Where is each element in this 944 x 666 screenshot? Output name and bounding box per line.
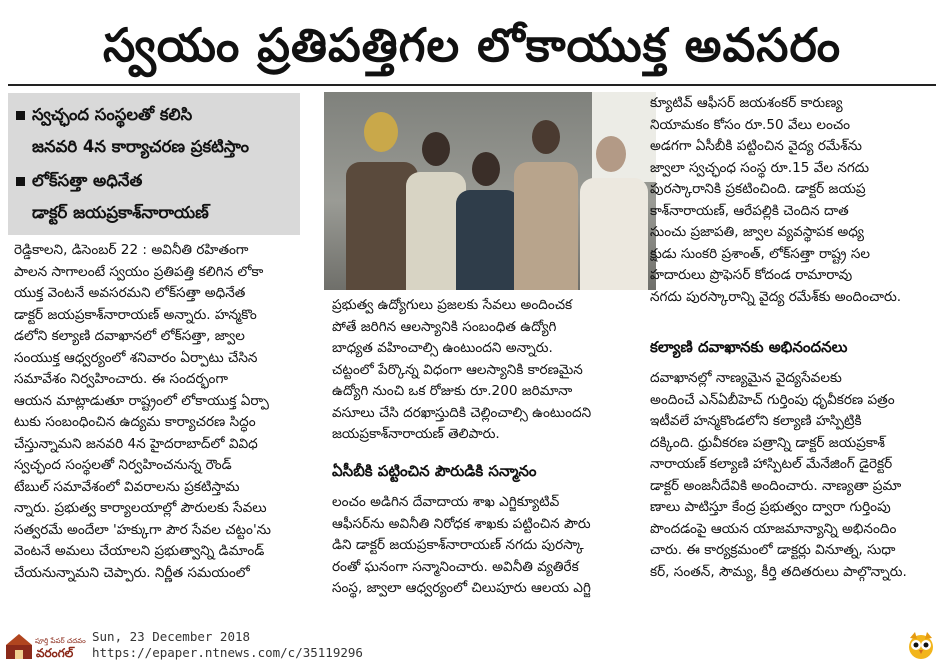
text-line: ణాలు పాటిస్తూ కేంద్ర ప్రభుత్వం ద్వారా గుర్తింపు [650,499,891,515]
article-column-3 [650,93,938,308]
text-line: స్వచ్ఛంద సంస్థలతో నిర్వహించనున్న రౌండ్ [14,457,232,473]
text-line: డాక్టర్ అంజనీదేవికి అందించారు. నాణ్యతా ప్రమా [650,477,902,494]
headline: స్వయం ప్రతిపత్తిగల లోకాయుక్త అవసరం [102,18,842,72]
text-line: ఉద్యోగి నుంచి ఒక రోజుకు రూ.200 జరిమానా [332,383,573,399]
text-line: బాధ్యత వహించాల్సి ఉంటుందని అన్నారు. [332,340,553,356]
article-column-1 [14,240,300,584]
text-line: దక్కింది. ధ్రువీకరణ పత్రాన్ని డాక్టర్ జయప్రకాశ్ [650,434,885,451]
summary-line-3: లోక్‌సత్తా అధినేత [16,171,142,194]
text-line: వెంటనే అమలు చేయాలని ప్రభుత్వాన్ని డిమాండ్ [14,543,265,559]
text-line: నారాయణ్ కల్యాణి హాస్పిటల్ మేనేజింగ్ డైరెక్టర్ [650,456,893,472]
text-line: కాశ్‌నారాయణ్, ఆరేపల్లికి చెందిన దాత [650,202,849,219]
svg-text:వరంగల్: వరంగల్ [36,646,74,660]
summary-line-4: డాక్టర్ జయప్రకాశ్‌నారాయణ్ [32,203,209,222]
text-line: పురస్కారానికి ప్రకటించింది. డాక్టర్ జయప్ర [650,181,866,197]
article-column-2b [332,492,632,600]
text-line: కర్, సంతన్, సౌమ్య, కీర్తి తదితరులు పాల్గొన్నారు. [650,563,907,580]
text-line: పోతే జరిగిన ఆలస్యానికి సంబంధిత ఉద్యోగి [332,318,557,335]
article-column-3b [650,368,938,583]
bullet-icon [16,177,25,186]
bullet-icon [16,111,25,120]
text-line: పొందడంపై ఆయన యాజమాన్యాన్ని అభినందిం [650,520,897,537]
text-line: చేస్తున్నామని జనవరి 4న హైదరాబాద్‌లో వివిధ [14,435,258,452]
text-line: ఆయన మాట్లాడుతూ రాష్ట్రంలో లోకాయుక్త ఏర్పా [14,392,269,409]
owl-icon[interactable] [906,630,936,660]
text-line: ఆఫీసర్‌ను అవినీతి నిరోధక శాఖకు పట్టించిన పౌరు [332,515,591,532]
text-line: డాక్టర్ జయప్రకాశ్‌నారాయణ్ అన్నారు. హన్మకొం [14,306,257,323]
text-line: క్షుడు సుంకరి ప్రశాంత్, లోక్‌సత్తా రాష్ట్ర సల [650,245,871,262]
text-line: యుక్త వెంటనే అవసరమని లోక్‌సత్తా అధినేత [14,285,246,301]
text-line: డిని డాక్టర్ జయప్రకాశ్‌నారాయణ్ నగదు పురస్కా [332,537,584,553]
footer-info [92,629,363,660]
newspaper-logo [4,631,86,661]
footer-url[interactable]: https://epaper.ntnews.com/c/35119296 [92,644,363,660]
text-line: నగదు పురస్కారాన్ని వైద్య రమేశ్‌కు అందించారు. [650,288,902,305]
text-line: పాలన సాగాలంటే స్వయం ప్రతిపత్తి కలిగిన లోకా [14,263,264,280]
text-line: చేయనున్నామని చెప్పారు. నిర్ణీత సమయంలో [14,564,250,581]
text-line: చారు. ఈ కార్యక్రమంలో డాక్టర్లు వినూత్న, సుధా [650,542,896,558]
text-line: సత్వరమే అందేలా 'హక్కుగా పౌర సేవల చట్టం'ను [14,521,271,538]
text-line: డలోని కల్యాణి దవాఖానలో లోక్‌సత్తా, జ్వాల [14,328,245,344]
article-column-2 [332,295,632,446]
text-line: న్నారు. ప్రభుత్వ కార్యాలయాల్లో పౌరులకు సేవలు [14,500,267,516]
summary-box [8,93,300,235]
text-line: జ్వాలా స్వచ్ఛంధ సంస్థ రూ.15 వేల నగదు [650,159,870,176]
text-line: దవాఖానల్లో నాణ్యమైన వైద్యసేవలకు [650,370,842,386]
text-line: చట్టంలో పేర్కొన్న విధంగా ఆలస్యానికి కారణమైన [332,361,583,378]
summary-line-2: జనవరి 4న కార్యాచరణ ప్రకటిస్తాం [32,137,250,156]
text-line: సుంచు ప్రజాపతి, జ్వాల వ్యవస్థాపక అధ్య [650,224,864,240]
article-photo [324,92,656,290]
text-line: అందించే ఎన్ఏబీహెచ్ గుర్తింపు ధృవీకరణ పత్రం [650,391,895,408]
text-line: సమావేశం నిర్వహించారు. ఈ సందర్భంగా [14,371,228,387]
summary-line-1: స్వచ్ఛంద సంస్థలతో కలిసి [16,105,192,128]
text-line: అడగగా ఏసీబీకి పట్టించిన వైద్య రమేశ్‌ను [650,138,863,154]
subheading-kalyani: కల్యాణి దవాఖానకు అభినందనలు [650,338,848,356]
text-line: జయప్రకాశ్‌నారాయణ్ తెలిపారు. [332,426,500,442]
text-line: ఇటీవలే హన్మకొండలోని కల్యాణి హస్పిట్రికి [650,413,862,429]
text-line: క్యూటివ్ ఆఫీసర్ జయశంకర్ కారుణ్య [650,95,843,111]
text-line: టుకు సంబంధించిన ఉద్యమ కార్యాచరణ సిద్ధం [14,414,256,430]
text-line: వసూలు చేసి దరఖాస్తుదికి చెల్లించాల్సి ఉంటుందని [332,404,592,421]
text-line: రంతో ఘనంగా సన్మానించారు. అవినీతి వ్యతిరేక [332,558,579,575]
text-line: టేబుల్ సమావేశంలో వివరాలను ప్రకటిస్తామ [14,478,240,495]
text-line: హదారులు ప్రొఫెసర్ కోదండ రామారావు [650,267,853,283]
text-line: ప్రభుత్వ ఉద్యోగులు ప్రజలకు సేవలు అందించక [332,297,573,313]
text-line: సంస్థ, జ్వాలా ఆధ్వర్యంలో చిలుపూరు ఆలయ ఎగ్జి [332,580,591,596]
headline-rule [8,84,936,86]
subheading-acb: ఏసీబీకి పట్టించిన పౌరుడికి సన్మానం [332,462,537,480]
svg-text:పూర్తి పేపర్ చదవండి: పూర్తి పేపర్ చదవండి [35,637,86,645]
footer-date: Sun, 23 December 2018 [92,629,251,644]
text-line: లంచం అడిగిన దేవాదాయ శాఖ ఎగ్జిక్యూటివ్ [332,494,560,510]
text-line: సంయుక్త ఆధ్వర్యంలో శనివారం ఏర్పాటు చేసిన [14,349,258,366]
text-line: నియామకం కోసం రూ.50 వేలు లంచం [650,116,851,133]
text-line: రెడ్డికాలని, డిసెంబర్ 22 : అవినీతి రహితంగా [14,242,249,258]
